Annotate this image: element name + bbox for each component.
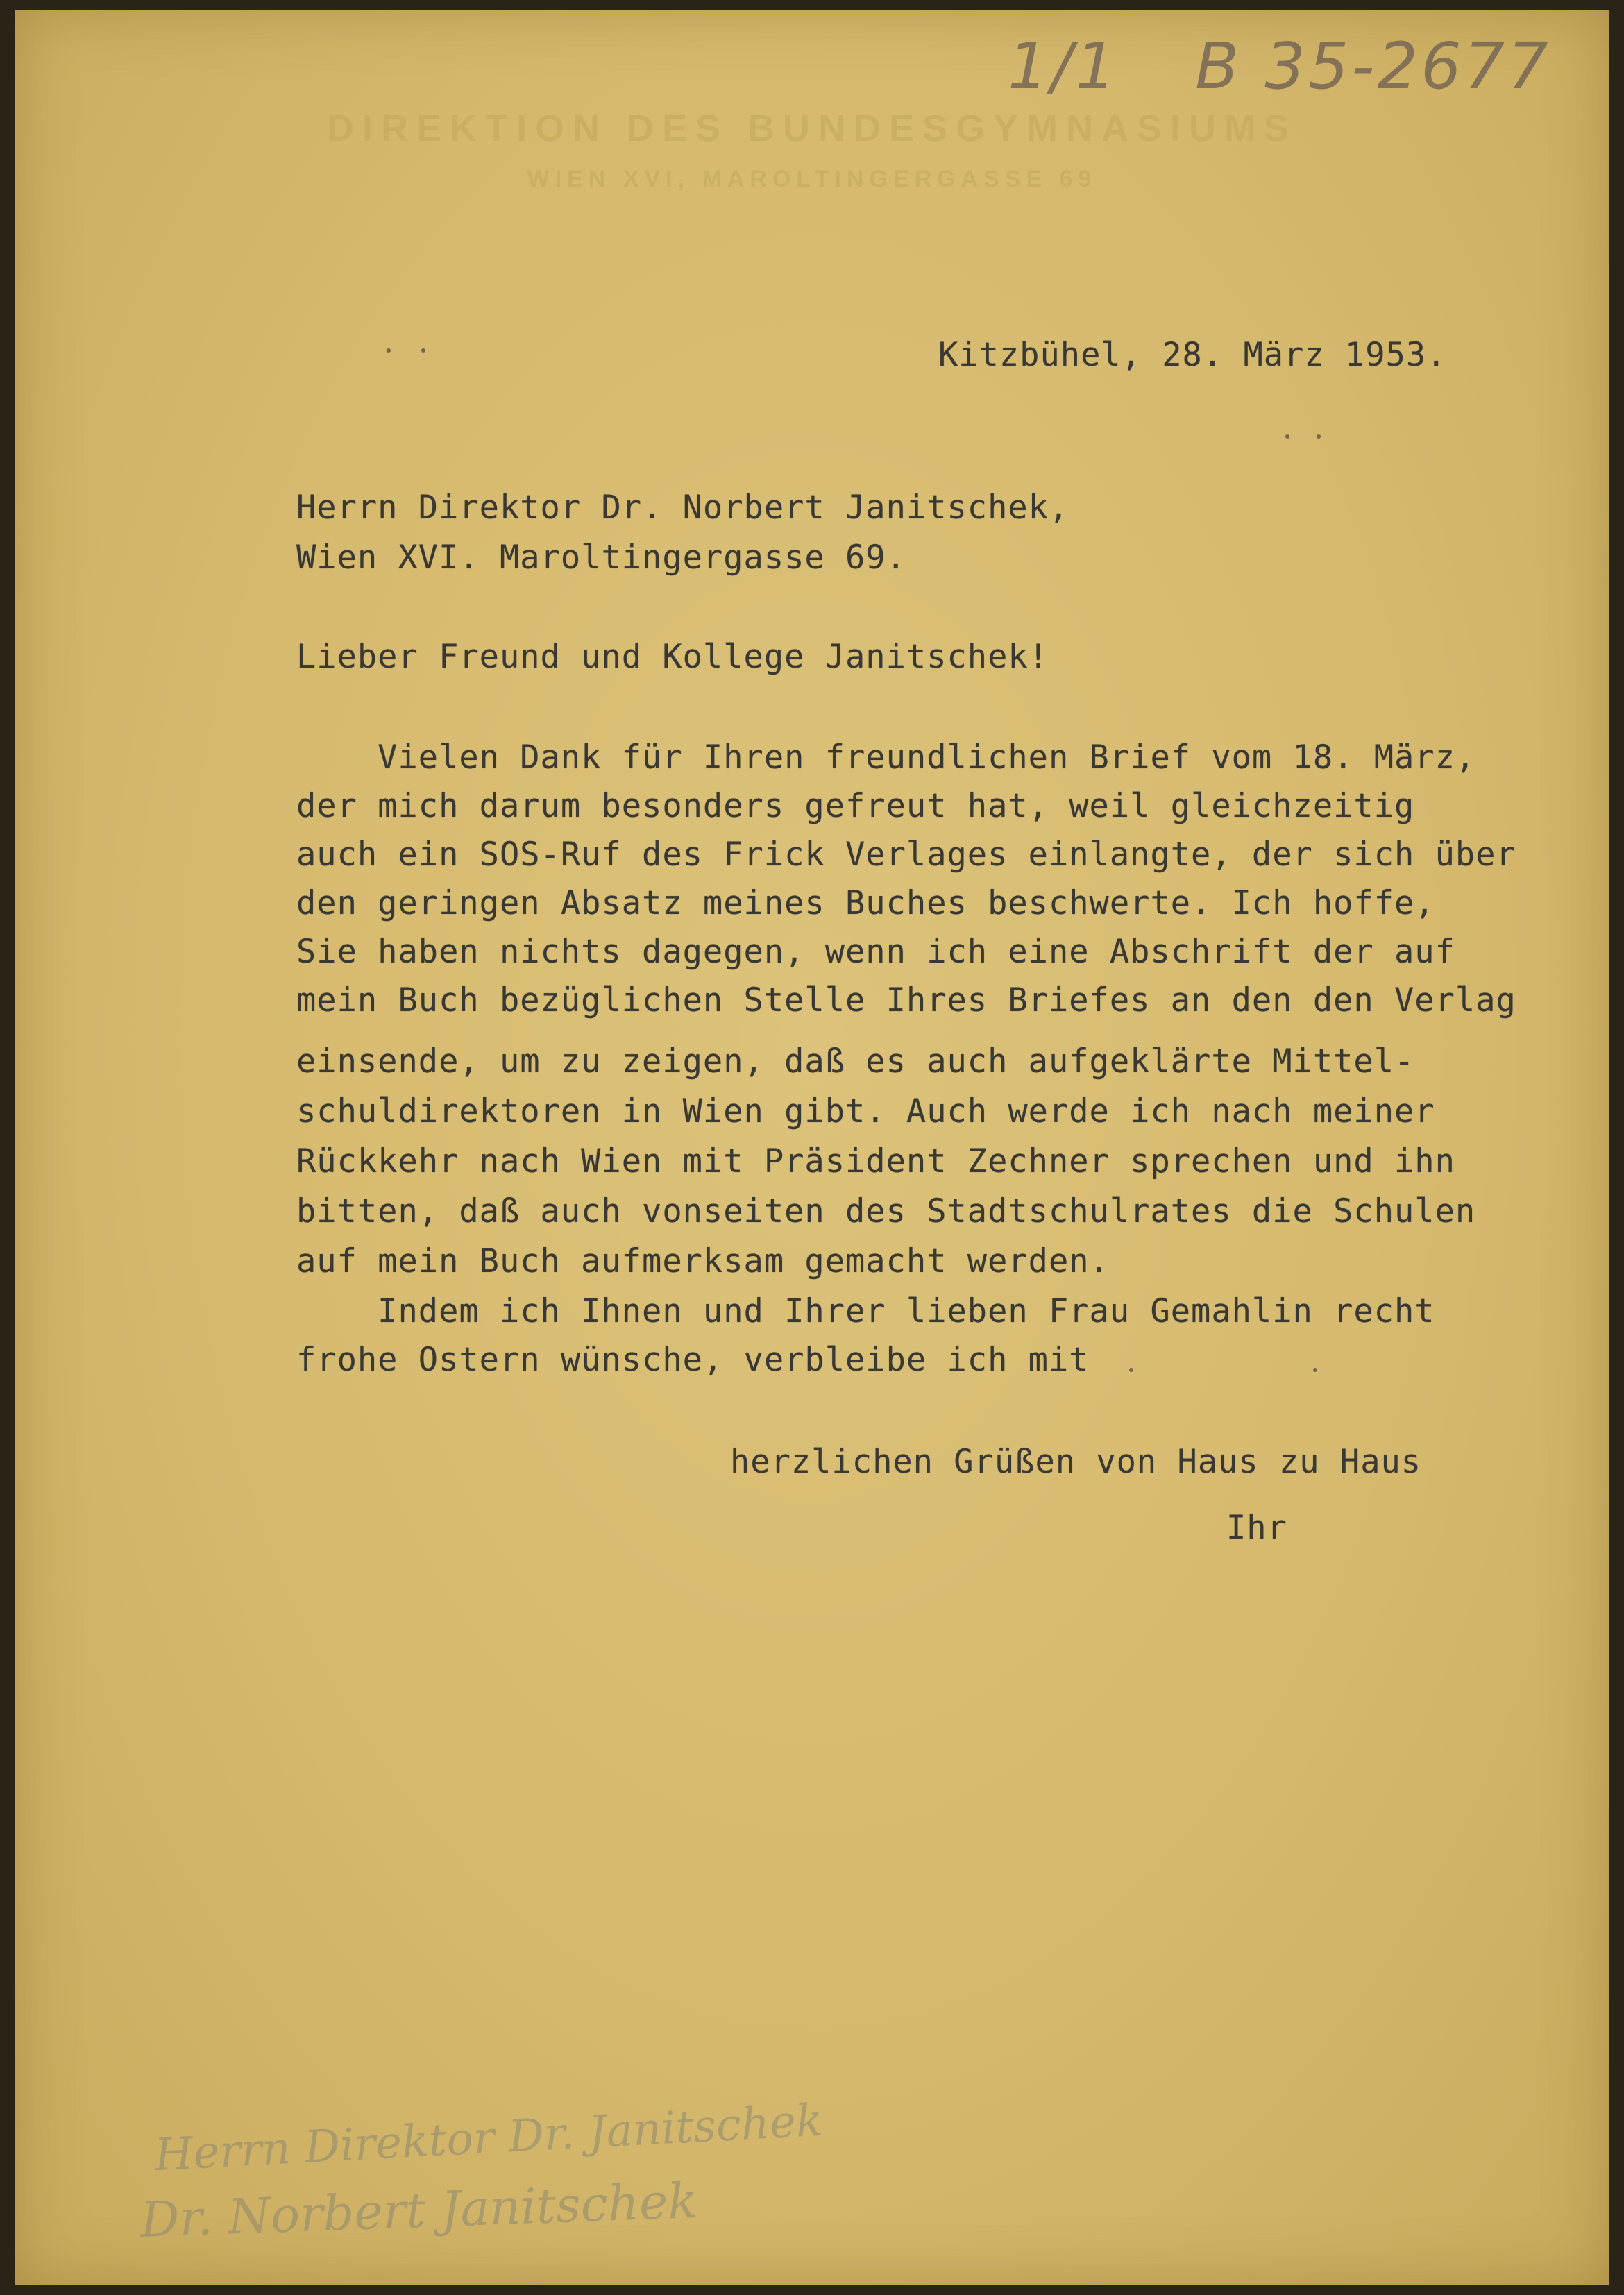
handwritten-note: Herrn Direktor Dr. Janitschek [153,2094,824,2182]
handwritten-signature: Dr. Norbert Janitschek [139,2172,698,2249]
letter-date: Kitzbühel, 28. März 1953. [938,336,1447,374]
body-line: auch ein SOS-Ruf des Frick Verlages einlangte, der sich über [296,836,1516,874]
body-line: auf mein Buch aufmerksam gemacht werden. [296,1242,1110,1280]
body-line: mein Buch bezüglichen Stelle Ihres Briefes an den den Verlag [296,981,1516,1019]
body-line: Rückkehr nach Wien mit Präsident Zechner sprechen und ihn [296,1142,1455,1180]
type-dot [387,348,391,353]
body-line: einsende, um zu zeigen, daß es auch aufgeklärte Mittel- [296,1042,1415,1081]
recipient-name: Herrn Direktor Dr. Norbert Janitschek, [296,489,1069,527]
letterhead-title: DIREKTION DES BUNDESGYMNASIUMS [326,108,1298,149]
salutation: Lieber Freund und Kollege Janitschek! [296,638,1049,676]
body-line: Sie haben nichts dagegen, wenn ich eine Abschrift der auf [296,933,1455,971]
type-dot [1285,434,1289,439]
type-dot [1317,434,1321,439]
letterhead-address: WIEN XVI, MAROLTINGERGASSE 69 [527,166,1097,192]
body-line: schuldirektoren in Wien gibt. Auch werde ich nach meiner [296,1092,1435,1130]
type-dot [1129,1368,1133,1372]
body-line: Indem ich Ihnen und Ihrer lieben Frau Gemahlin recht [296,1292,1435,1330]
type-dot [421,348,425,353]
body-line: den geringen Absatz meines Buches beschwerte. Ich hoffe, [296,884,1435,922]
closing-sign: Ihr [1226,1509,1287,1547]
recipient-address: Wien XVI. Maroltingergasse 69. [296,539,906,577]
type-dot [1313,1368,1317,1372]
body-line: frohe Ostern wünsche, verbleibe ich mit [296,1341,1090,1379]
archive-folio-mark: 1/1 [1008,29,1119,103]
body-line: Vielen Dank für Ihren freundlichen Brief vom 18. März, [296,738,1476,777]
letter-page [15,10,1609,2285]
body-line: bitten, daß auch vonseiten des Stadtschulrates die Schulen [296,1192,1476,1230]
archive-signature-mark: B 35-2677 [1195,29,1551,103]
body-line: der mich darum besonders gefreut hat, weil gleichzeitig [296,787,1415,825]
closing-line: herzlichen Grüßen von Haus zu Haus [730,1443,1422,1481]
